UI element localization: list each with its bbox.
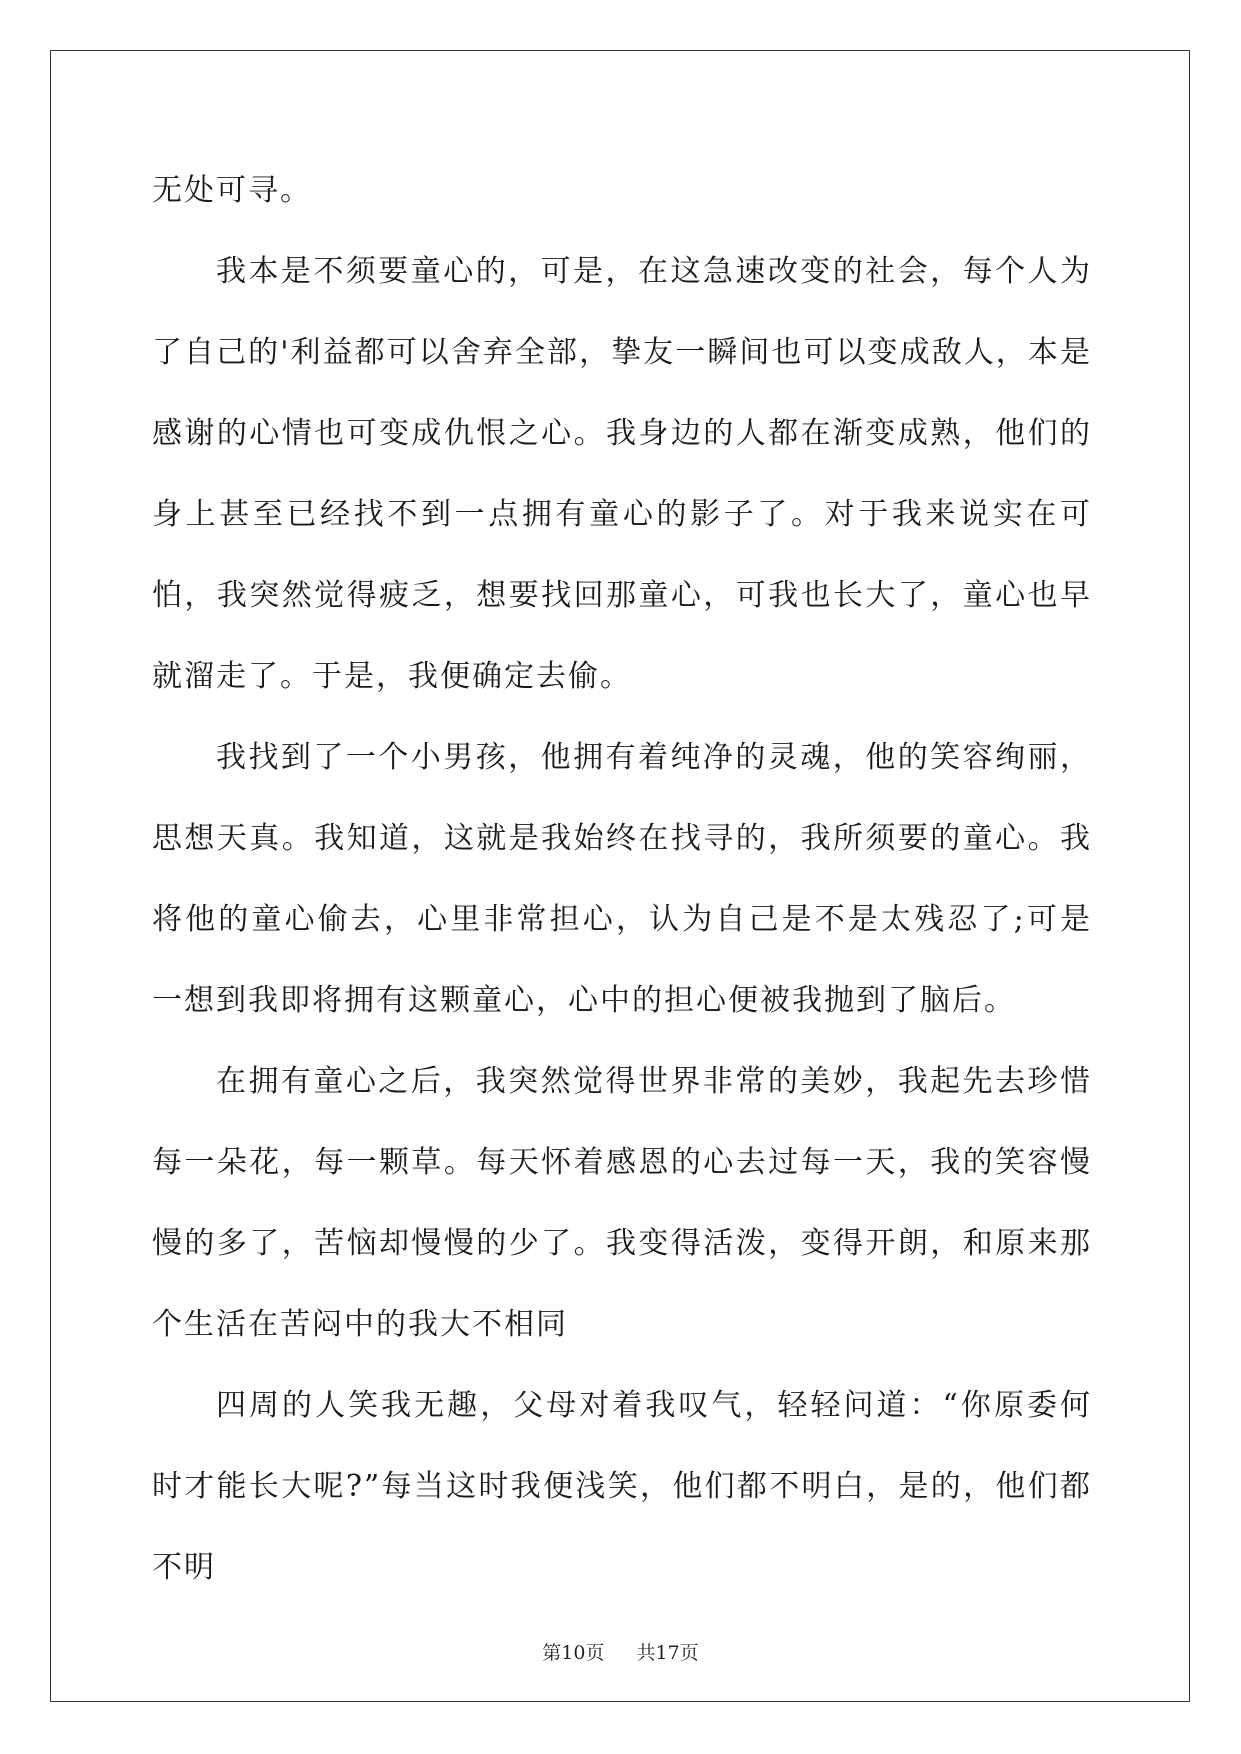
document-body <box>152 150 1092 1608</box>
paragraph: 四周的人笑我无趣，父母对着我叹气，轻轻问道：“你原委何时才能长大呢?”每当这时我便浅笑，他们都不明白，是的，他们都不明 <box>152 1388 1092 1585</box>
paragraph: 无处可寻。 <box>152 173 312 208</box>
page-number: 第10页 <box>542 1642 605 1664</box>
paragraph: 我本是不须要童心的，可是，在这急速改变的社会，每个人为了自己的'利益都可以舍弃全部，挚友一瞬间也可以变成敌人，本是感谢的心情也可变成仇恨之心。我身边的人都在渐变成熟，他们的身上甚至已经找不到一点拥有童心的影子了。对于我来说实在可怕，我突然觉得疲乏，想要找回那童心，可我也长大了，童心也早就溜走了。于是，我便确定去偷。 <box>152 254 1092 694</box>
paragraph: 我找到了一个小男孩，他拥有着纯净的灵魂，他的笑容绚丽，思想天真。我知道，这就是我始终在找寻的，我所须要的童心。我将他的童心偷去，心里非常担心，认为自己是不是太残忍了;可是一想到我即将拥有这颗童心，心中的担心便被我抛到了脑后。 <box>152 740 1092 1018</box>
page-footer <box>0 1638 1241 1665</box>
paragraph: 在拥有童心之后，我突然觉得世界非常的美妙，我起先去珍惜每一朵花，每一颗草。每天怀着感恩的心去过每一天，我的笑容慢慢的多了，苦恼却慢慢的少了。我变得活泼，变得开朗，和原来那个生活在苦闷中的我大不相同 <box>152 1064 1092 1342</box>
page-total: 共17页 <box>636 1642 699 1664</box>
